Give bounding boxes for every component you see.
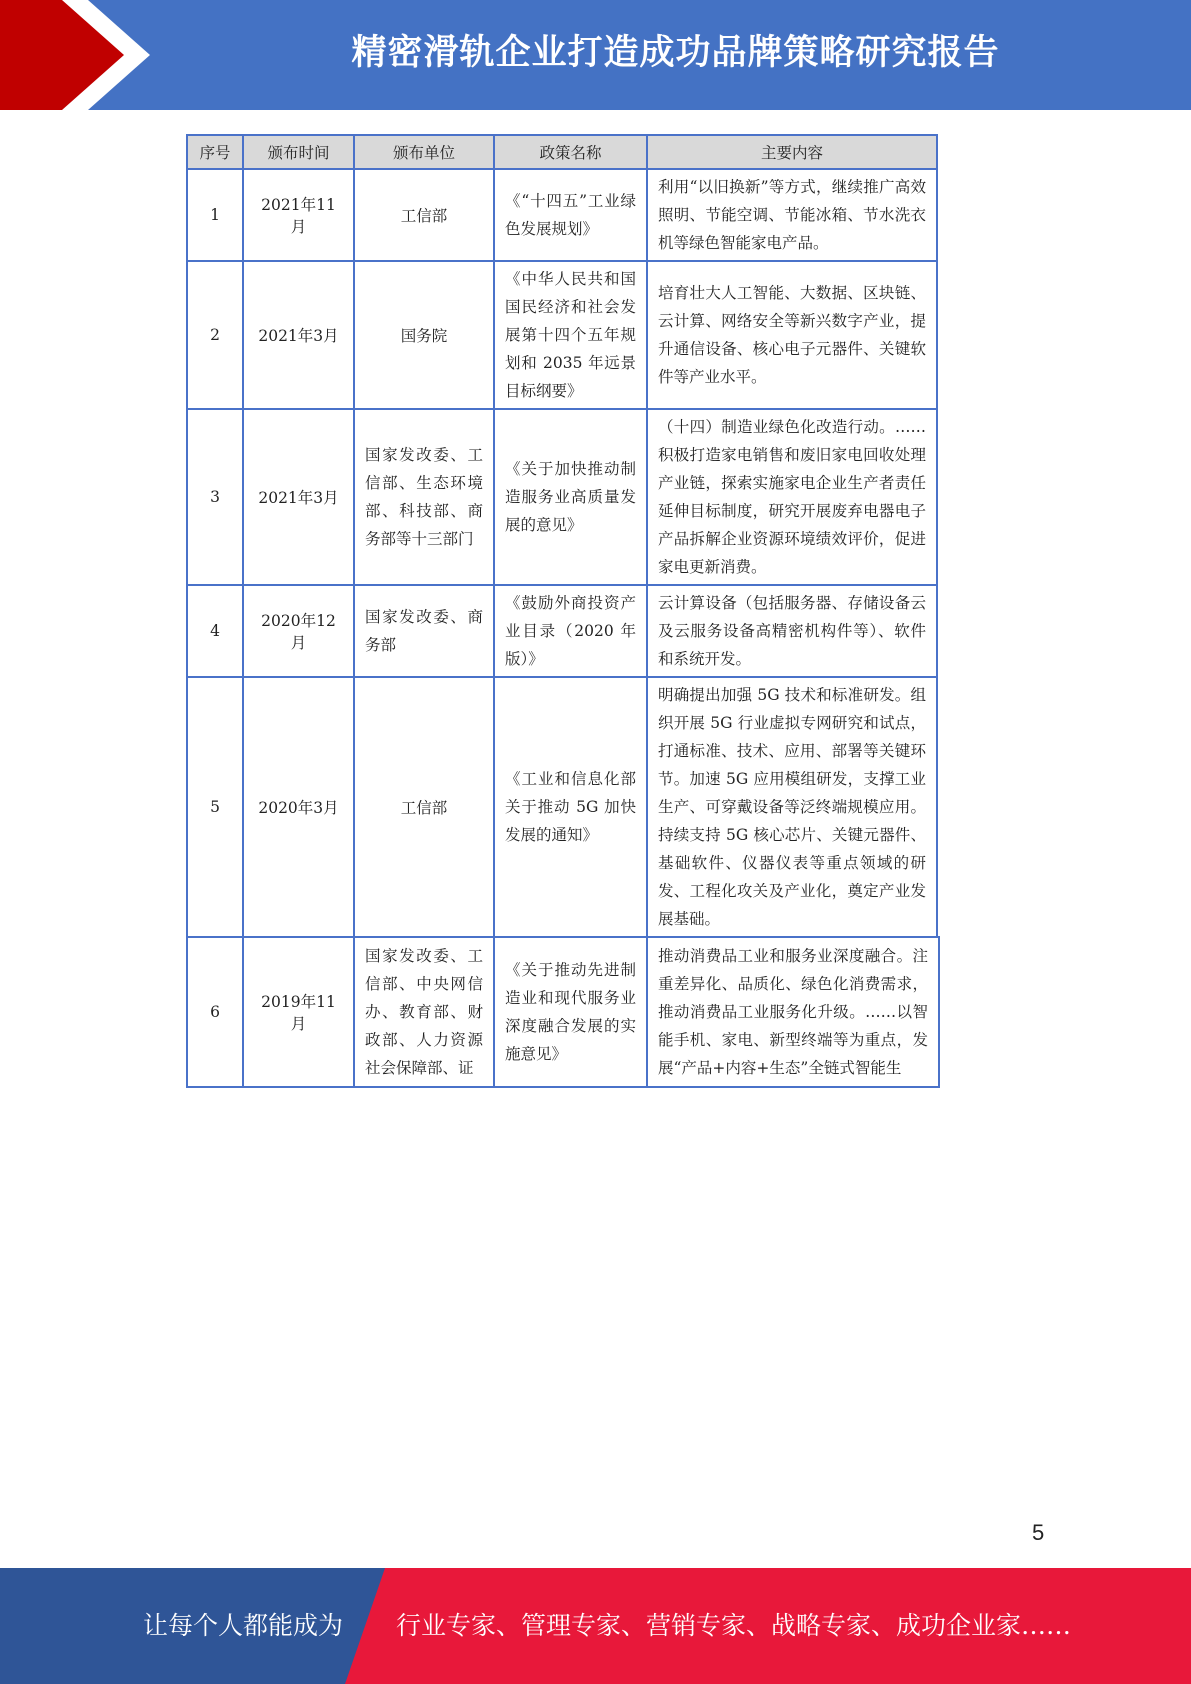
cell-issuer: 工信部 (354, 169, 494, 261)
cell-date: 2021年3月 (243, 409, 354, 585)
header-bar (0, 0, 1191, 110)
cell-issuer: 国务院 (354, 261, 494, 409)
document-title: 精密滑轨企业打造成功品牌策略研究报告 (351, 33, 1000, 73)
cell-no: 2 (187, 261, 243, 409)
cell-content: 培育壮大人工智能、大数据、区块链、云计算、网络安全等新兴数字产业，提升通信设备、核心电子元器件、关键软件等产业水平。 (647, 261, 937, 409)
cell-policy: 《“十四五”工业绿色发展规划》 (494, 169, 647, 261)
cell-date: 2021年11月 (243, 169, 354, 261)
footer-banner (0, 1568, 1191, 1684)
cell-no: 1 (187, 169, 243, 261)
footer-slogan-left: 让每个人都能成为 (143, 1611, 344, 1640)
cell-policy: 《中华人民共和国国民经济和社会发展第十四个五年规划和 2035 年远景目标纲要》 (494, 261, 647, 409)
cell-no: 5 (187, 677, 243, 937)
table-row (187, 677, 937, 937)
cell-issuer: 工信部 (354, 677, 494, 937)
cell-issuer: 国家发改委、工信部、生态环境部、科技部、商务部等十三部门 (354, 409, 494, 585)
header-no: 序号 (187, 135, 243, 169)
cell-date: 2020年12月 (243, 585, 354, 677)
cell-date: 2020年3月 (243, 677, 354, 937)
cell-policy: 《关于加快推动制造服务业高质量发展的意见》 (494, 409, 647, 585)
table-row (187, 585, 937, 677)
cell-no: 3 (187, 409, 243, 585)
cell-content: 推动消费品工业和服务业深度融合。注重差异化、品质化、绿色化消费需求，推动消费品工业服务化升级。……以智能手机、家电、新型终端等为重点，发展“产品+内容+生态”全链式智能生 (647, 937, 939, 1087)
cell-date: 2021年3月 (243, 261, 354, 409)
cell-policy: 《关于推动先进制造业和现代服务业深度融合发展的实施意见》 (494, 937, 647, 1087)
header-issuer: 颁布单位 (354, 135, 494, 169)
header-policy: 政策名称 (494, 135, 647, 169)
cell-no: 4 (187, 585, 243, 677)
table-row (187, 261, 937, 409)
cell-issuer: 国家发改委、工信部、中央网信办、教育部、财政部、人力资源社会保障部、证 (354, 937, 494, 1087)
table-row (187, 409, 937, 585)
page-number: 5 (1032, 1520, 1045, 1545)
cell-no: 6 (187, 937, 243, 1087)
cell-content: （十四）制造业绿色化改造行动。……积极打造家电销售和废旧家电回收处理产业链，探索实施家电企业生产者责任延伸目标制度，研究开展废弃电器电子产品拆解企业资源环境绩效评价，促进家电更新消费。 (647, 409, 937, 585)
table-header-row (187, 135, 937, 169)
policy-table (186, 134, 938, 938)
table-row (187, 169, 937, 261)
footer-slogan-right: 行业专家、管理专家、营销专家、战略专家、成功企业家…… (396, 1611, 1072, 1640)
cell-date: 2019年11月 (243, 937, 354, 1087)
header-date: 颁布时间 (243, 135, 354, 169)
cell-content: 明确提出加强 5G 技术和标准研发。组织开展 5G 行业虚拟专网研究和试点，打通标准、技术、应用、部署等关键环节。加速 5G 应用模组研发，支撑工业生产、可穿戴设备等泛终端规模应用。持续支持 5G 核心芯片、关键元器件、基础软件、仪器仪表等重点领域的研发、工程化攻关及产业化，奠定产业发展基础。 (647, 677, 937, 937)
cell-issuer: 国家发改委、商务部 (354, 585, 494, 677)
table-row (187, 937, 939, 1087)
policy-table-continued (186, 936, 940, 1088)
cell-content: 利用“以旧换新”等方式，继续推广高效照明、节能空调、节能冰箱、节水洗衣机等绿色智能家电产品。 (647, 169, 937, 261)
red-chevron-icon (0, 0, 150, 110)
cell-policy: 《鼓励外商投资产业目录（2020 年版）》 (494, 585, 647, 677)
header-content: 主要内容 (647, 135, 937, 169)
cell-policy: 《工业和信息化部关于推动 5G 加快发展的通知》 (494, 677, 647, 937)
cell-content: 云计算设备（包括服务器、存储设备云及云服务设备高精密机构件等）、软件和系统开发。 (647, 585, 937, 677)
